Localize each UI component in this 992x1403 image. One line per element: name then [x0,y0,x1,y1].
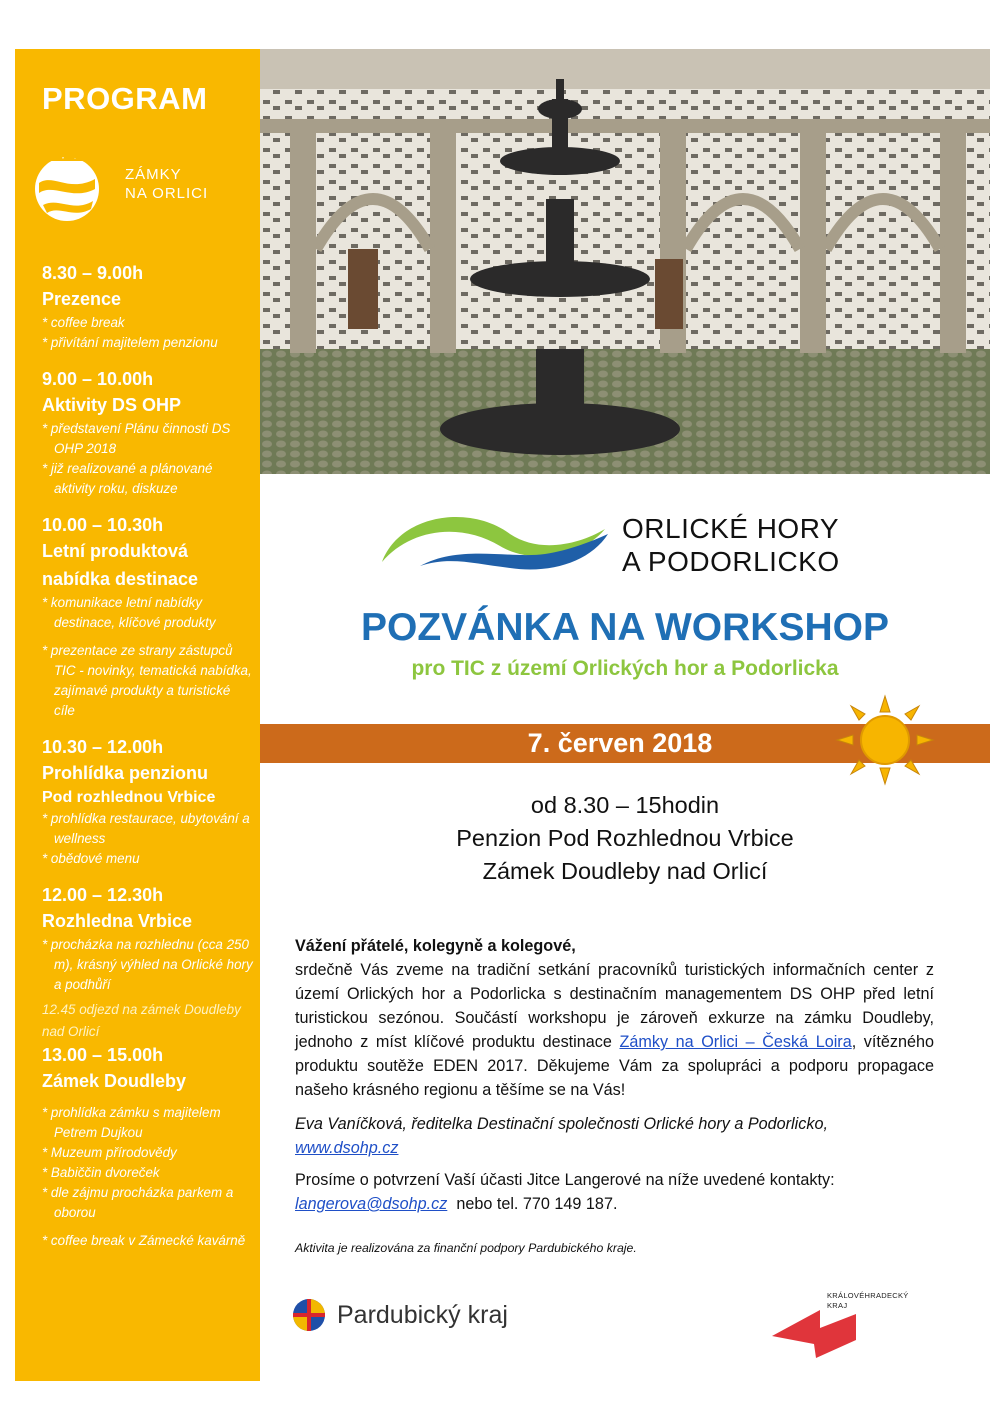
zamky-na-orlici-logo [33,141,243,231]
block-item: * procházka na rozhlednu (cca 250 m), krásný výhled na Orlické hory a podhůří [42,937,253,992]
block-item: * prohlídka zámku s majitelem Petrem Dujkou [42,1105,221,1140]
block-heading: Prezence [42,289,122,309]
block-time: 12.00 – 12.30h [42,885,164,905]
block-item: * přivítání majitelem penzionu [42,335,218,350]
event-date: 7. červen 2018 [527,728,713,758]
block-item: * Muzeum přírodovědy [42,1145,177,1160]
block-time: 10.00 – 10.30h [42,515,164,535]
block-item: * prezentace ze strany zástupců TIC - novinky, tematická nabídka, zajímavé produkty a turistické cíle [42,643,252,718]
block-item: * coffee break v Zámecké kavárně [42,1233,246,1248]
letter-body-part2: , vítězného produktu soutěže EDEN 2017. Děkujeme Vám za spolupráci a podporu propagace našeho krásného regionu a těšíme se na Vás! [295,1033,934,1099]
letter-body-part1: srdečně Vás zveme na tradiční setkání pracovníků turistických informačních center z území Orlických hor a Podorlicka s destinačním managementem DS OHP před letní turistickou sezónou. Součástí workshopu je zároveň exkurze na zámku Doudleby, jednoho z míst klíčové produktu destinace [295,961,934,1051]
letter-greeting: Vážení přátelé, kolegyně a kolegové, [295,937,576,955]
block-item: * coffee break [42,315,125,330]
block-item: * představení Plánu činnosti DS OHP 2018 [42,421,231,456]
program-sidebar [15,49,260,1381]
block-heading: nabídka destinace [42,569,199,589]
program-block [42,883,254,995]
block-time: 10.30 – 12.00h [42,737,164,757]
invitation-subtitle: pro TIC z území Orlických hor a Podorlicka [411,657,839,680]
signature-text: Eva Vaníčková, ředitelka Destinační společnosti Orlické hory a Podorlicko, [295,1115,828,1133]
program-block [42,999,254,1251]
org-name-line1: ORLICKÉ HORY [622,513,840,544]
program-list [42,261,254,1265]
ohp-wave-icon [380,504,610,576]
kh-line2: KRAJ [827,1301,848,1310]
invitation-letter [295,934,934,1260]
venue-info [260,789,990,888]
program-title: PROGRAM [42,81,208,116]
program-block [42,367,254,499]
letter-confirm [295,1168,934,1216]
invitation-title: POZVÁNKA NA WORKSHOP [361,606,889,649]
fountain-image [260,49,990,474]
program-block [42,513,254,721]
orlicke-hory-logo [380,504,880,584]
block-heading: Rozhledna Vrbice [42,911,193,931]
block-heading: Prohlídka penzionu [42,763,209,783]
block-item: * prohlídka restaurace, ubytování a wellness [42,811,250,846]
event-time: od 8.30 – 15hodin [530,792,720,818]
block-heading: Letní produktová [42,541,189,561]
block-note: 12.45 odjezd na zámek Doudleby nad Orlicí [42,1002,241,1039]
venue-castle: Zámek Doudleby nad Orlicí [482,858,768,884]
logo-text-line1: ZÁMKY [125,166,182,183]
program-block [42,735,254,869]
block-time: 13.00 – 15.00h [42,1045,164,1065]
letter-body [295,958,934,1102]
phone-text: nebo tel. 770 149 187. [447,1195,618,1213]
block-item: * dle zájmu procházka parkem a oborou [42,1185,234,1220]
funding-note: Aktivita je realizována za finanční podpory Pardubického kraje. [295,1241,637,1255]
zamky-link[interactable]: Zámky na Orlici – Česká Loira [619,1033,852,1051]
zamky-crown-icon [33,141,103,231]
block-subheading: Pod rozhlednou Vrbice [42,789,216,806]
kralovehradecky-kraj-logo [770,1288,940,1360]
venue-name: Penzion Pod Rozhlednou Vrbice [456,825,794,851]
website-link[interactable]: www.dsohp.cz [295,1139,399,1157]
pardubicky-kraj-text: Pardubický kraj [337,1301,508,1329]
block-item: * obědové menu [42,851,140,866]
block-time: 9.00 – 10.00h [42,369,154,389]
letter-signature [295,1112,934,1160]
block-heading: Zámek Doudleby [42,1071,187,1091]
pardubicky-kraj-logo [291,1297,551,1337]
block-heading: Aktivity DS OHP [42,395,182,415]
castle-courtyard-photo [260,49,990,474]
pardubicky-kraj-icon [291,1297,327,1333]
logo-text-line2: NA ORLICI [125,185,209,202]
sun-icon [835,694,935,786]
block-item: * komunikace letní nabídky destinace, klíčové produkty [42,595,216,630]
kh-line1: KRÁLOVÉHRADECKÝ [827,1291,909,1300]
org-name-line2: A PODORLICKO [622,546,840,577]
block-time: 8.30 – 9.00h [42,263,144,283]
block-item: * již realizované a plánované aktivity roku, diskuze [42,461,213,496]
block-item: * Babiččin dvoreček [42,1165,160,1180]
program-block [42,261,254,353]
confirm-text: Prosíme o potvrzení Vaší účasti Jitce Langerové na níže uvedené kontakty: [295,1171,835,1189]
email-link[interactable]: langerova@dsohp.cz [295,1195,448,1213]
